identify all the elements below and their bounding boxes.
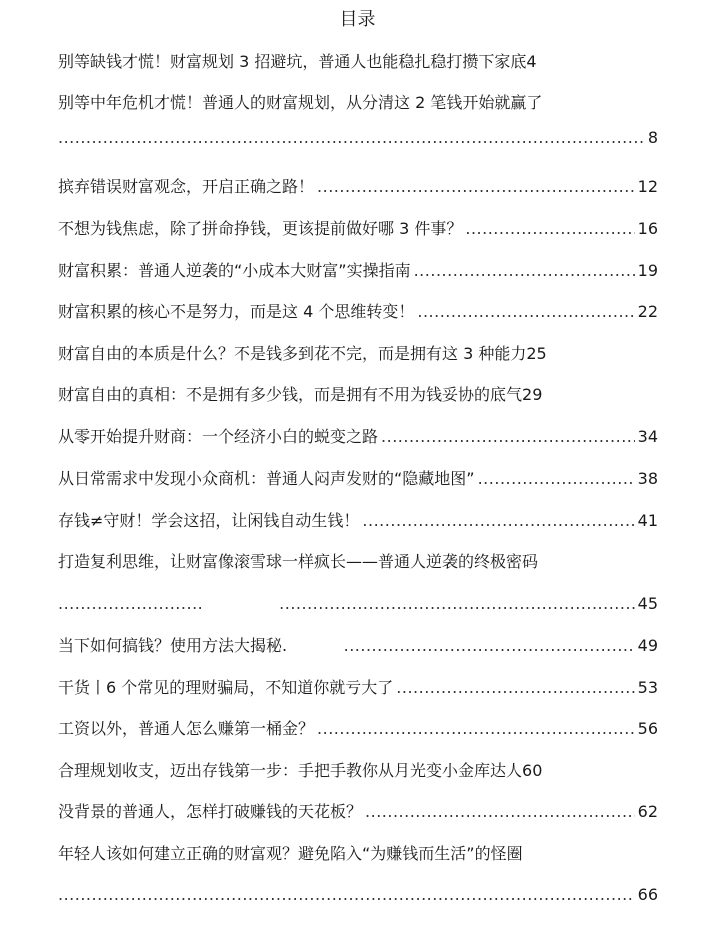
- toc-leader-dots: [414, 259, 635, 283]
- toc-entry-page: 60: [522, 761, 543, 780]
- toc-entry-text: 打造复利思维，让财富像滚雪球一样疯长——普通人逆袭的终极密码: [58, 552, 539, 571]
- toc-entry-text: 年轻人该如何建立正确的财富观？避免陷入“为赚钱而生活”的怪圈: [58, 844, 523, 863]
- toc-leader-dots: [396, 676, 634, 700]
- toc-leader-dots: [58, 883, 635, 907]
- toc-entry-page: 12: [637, 177, 658, 196]
- toc-entry-page: 56: [637, 719, 658, 738]
- toc-leader-dots: [465, 217, 634, 241]
- toc-leader-dots: [362, 509, 634, 533]
- toc-entry[interactable]: [58, 50, 658, 74]
- toc-entry-page: 34: [637, 427, 658, 446]
- toc-entry[interactable]: [58, 175, 658, 199]
- toc-entry[interactable]: [58, 300, 658, 324]
- toc-entry[interactable]: [58, 425, 658, 449]
- toc-entry[interactable]: [58, 217, 658, 241]
- toc-leader-dots: [417, 300, 634, 324]
- toc-entry[interactable]: [58, 509, 658, 533]
- toc-entry-page: 29: [522, 385, 543, 404]
- toc-entry-page: 49: [637, 636, 658, 655]
- toc-entry-text: 不想为钱焦虑，除了拼命挣钱，更该提前做好哪 3 件事？: [58, 219, 463, 238]
- toc-entry-text: 干货丨6 个常见的理财骗局，不知道你就亏大了: [58, 678, 394, 697]
- toc-entry-text: 摈弃错误财富观念，开启正确之路！: [58, 177, 315, 196]
- toc-entry-text: 合理规划收支，迈出存钱第一步：手把手教你从月光变小金库达人: [58, 761, 523, 780]
- toc-entry[interactable]: [58, 759, 658, 783]
- toc-entry[interactable]: [58, 676, 658, 700]
- toc-entry-page: 53: [637, 678, 658, 697]
- toc-title: 目录: [339, 9, 376, 30]
- toc-entry-page: 22: [637, 302, 658, 321]
- toc-entry-text: 财富积累：普通人逆袭的“小成本大财富”实操指南: [58, 261, 411, 280]
- toc-entry-page: 19: [637, 261, 658, 280]
- toc-entry-page: 62: [637, 802, 658, 821]
- toc-entry[interactable]: [58, 842, 658, 907]
- toc-entry[interactable]: [58, 342, 658, 366]
- toc-leader-dots: [478, 467, 635, 491]
- toc-leader-dots: [381, 425, 635, 449]
- toc-leader-dots: [317, 175, 635, 199]
- toc-leader-dots: [344, 634, 635, 658]
- toc-entry-text: 财富积累的核心不是努力，而是这 4 个思维转变！: [58, 302, 415, 321]
- toc-entry-page: 38: [637, 469, 658, 488]
- toc-entry-page: 8: [647, 128, 658, 147]
- toc-entry-page: 45: [637, 594, 658, 613]
- toc-entry[interactable]: [58, 91, 658, 150]
- toc-entry-page: 16: [637, 219, 658, 238]
- toc-entry[interactable]: [58, 259, 658, 283]
- toc-entry-text: 工资以外，普通人怎么赚第一桶金？: [58, 719, 315, 738]
- toc-entry-text: 存钱≠守财！学会这招，让闲钱自动生钱！: [58, 511, 360, 530]
- toc-entry-text: 财富自由的真相：不是拥有多少钱，而是拥有不用为钱妥协的底气: [58, 385, 523, 404]
- toc-entry[interactable]: [58, 383, 658, 407]
- toc-entry[interactable]: [58, 467, 658, 491]
- toc-entry-text: 财富自由的本质是什么？不是钱多到花不完，而是拥有这 3 种能力: [58, 344, 527, 363]
- toc-entry-text: 别等缺钱才慌！财富规划 3 招避坑，普通人也能稳扎稳打攒下家底: [58, 52, 527, 71]
- toc-leader-dots: [279, 592, 635, 616]
- toc-entry-text: 没背景的普通人，怎样打破赚钱的天花板？: [58, 802, 363, 821]
- toc-entry[interactable]: [58, 550, 658, 616]
- toc-entry-page: 66: [637, 885, 658, 904]
- toc-entry-text: 别等中年危机才慌！普通人的财富规划，从分清这 2 笔钱开始就赢了: [58, 93, 543, 112]
- toc-entry-page: 25: [526, 344, 547, 363]
- toc-leader-dots: [58, 126, 645, 150]
- toc-entry-text: 从零开始提升财商：一个经济小白的蜕变之路: [58, 427, 379, 446]
- toc-entry-text: 当下如何搞钱？使用方法大揭秘.: [58, 636, 288, 655]
- toc-leader-dots: [365, 800, 635, 824]
- toc-entry[interactable]: [58, 634, 658, 658]
- toc-leader-dots: [317, 717, 635, 741]
- toc-leader-dots: [58, 592, 204, 616]
- toc-entry[interactable]: [58, 800, 658, 824]
- toc-entry[interactable]: [58, 717, 658, 741]
- toc-entry-page: 4: [526, 52, 537, 71]
- toc-entry-page: 41: [637, 511, 658, 530]
- toc-entry-text: 从日常需求中发现小众商机：普通人闷声发财的“隐藏地图”: [58, 469, 475, 488]
